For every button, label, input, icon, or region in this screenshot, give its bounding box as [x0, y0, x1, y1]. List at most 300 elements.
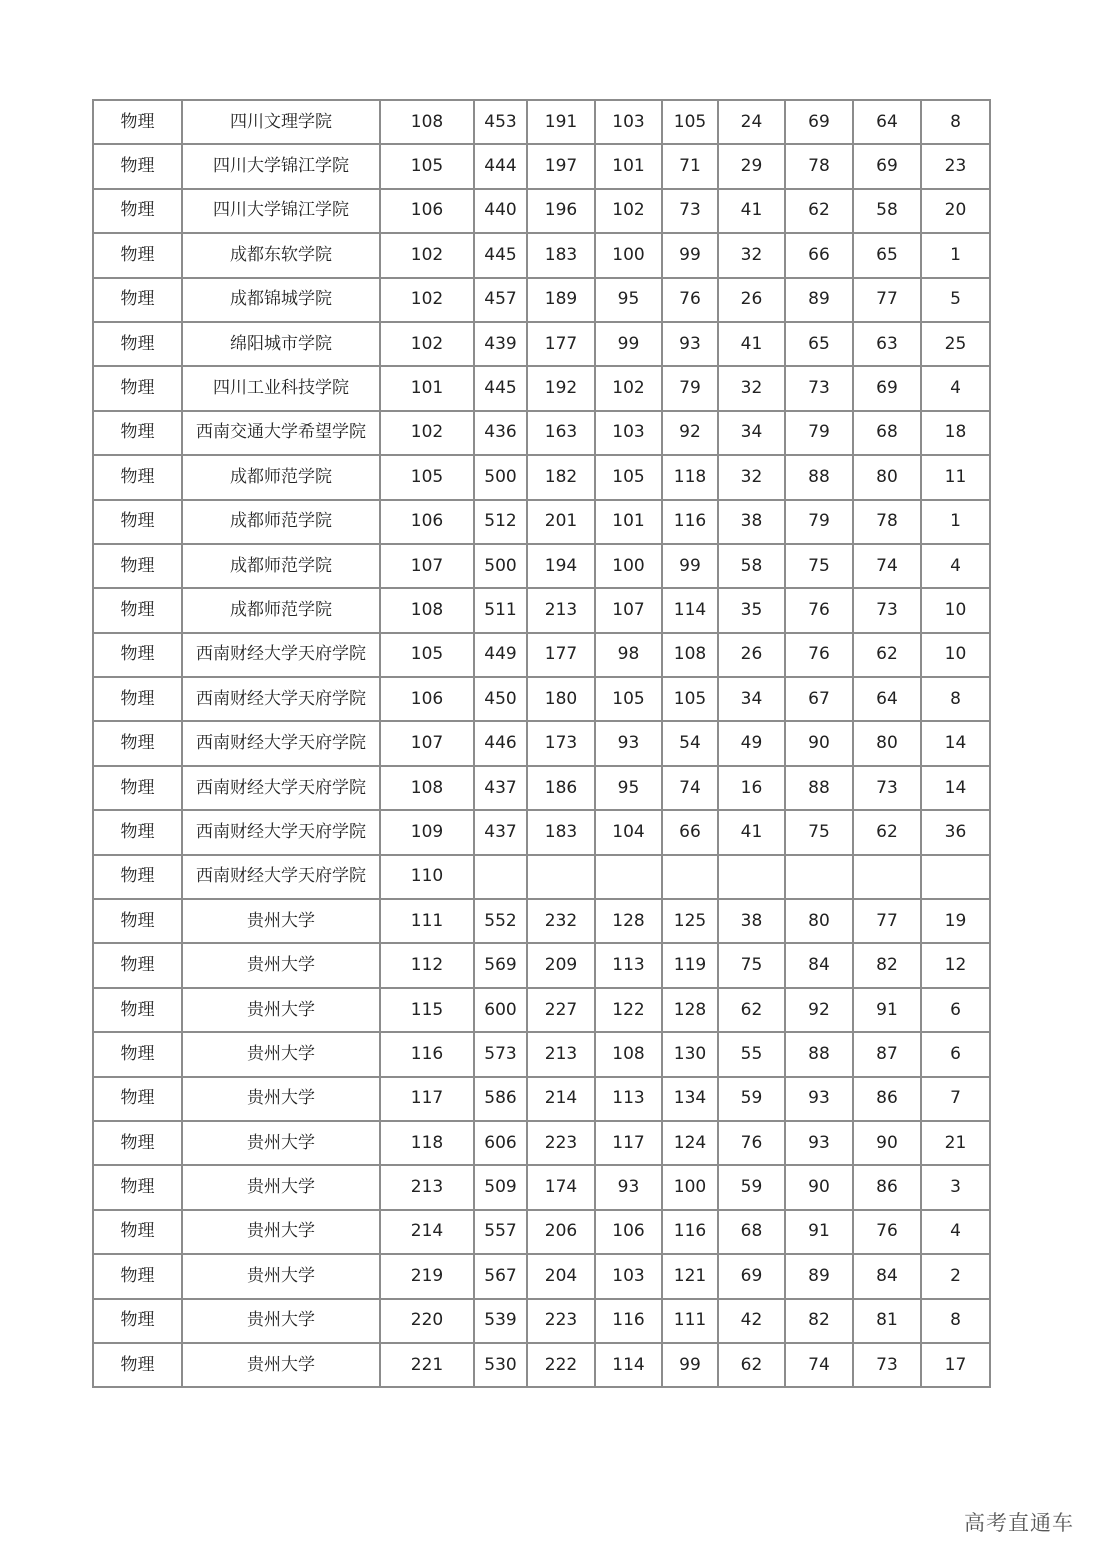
table-row [93, 189, 990, 233]
count-cell: 21 [921, 1121, 990, 1165]
score-cell: 26 [718, 633, 785, 677]
score-cell: 68 [853, 411, 921, 455]
subject-cell: 物理 [93, 855, 182, 899]
score-cell: 58 [853, 189, 921, 233]
major-group-cell: 111 [380, 899, 474, 943]
subject-cell: 物理 [93, 366, 182, 410]
score-cell: 66 [662, 810, 718, 854]
count-cell: 5 [921, 278, 990, 322]
major-group-cell: 117 [380, 1077, 474, 1121]
score-cell: 102 [595, 189, 662, 233]
score-cell: 80 [853, 455, 921, 499]
count-cell: 3 [921, 1165, 990, 1209]
score-cell: 539 [474, 1299, 527, 1343]
score-cell [718, 855, 785, 899]
score-cell: 76 [785, 588, 853, 632]
score-cell: 88 [785, 455, 853, 499]
school-name-cell: 西南财经大学天府学院 [182, 766, 380, 810]
count-cell: 14 [921, 766, 990, 810]
score-cell: 93 [785, 1121, 853, 1165]
score-cell: 500 [474, 455, 527, 499]
subject-cell: 物理 [93, 943, 182, 987]
score-cell: 173 [527, 721, 595, 765]
score-cell: 29 [718, 144, 785, 188]
score-cell: 105 [595, 455, 662, 499]
score-cell: 128 [662, 988, 718, 1032]
subject-cell: 物理 [93, 278, 182, 322]
score-cell: 100 [662, 1165, 718, 1209]
subject-cell: 物理 [93, 1299, 182, 1343]
score-cell: 24 [718, 100, 785, 144]
score-cell: 116 [662, 1210, 718, 1254]
score-cell: 73 [785, 366, 853, 410]
table-row [93, 1121, 990, 1165]
score-cell: 71 [662, 144, 718, 188]
school-name-cell: 贵州大学 [182, 943, 380, 987]
score-cell: 104 [595, 810, 662, 854]
score-cell: 194 [527, 544, 595, 588]
score-cell: 213 [527, 588, 595, 632]
count-cell: 8 [921, 100, 990, 144]
score-cell: 76 [853, 1210, 921, 1254]
school-name-cell: 西南财经大学天府学院 [182, 677, 380, 721]
subject-cell: 物理 [93, 500, 182, 544]
major-group-cell: 219 [380, 1254, 474, 1298]
score-cell: 54 [662, 721, 718, 765]
table-row [93, 100, 990, 144]
score-cell: 197 [527, 144, 595, 188]
score-cell: 105 [662, 100, 718, 144]
subject-cell: 物理 [93, 1343, 182, 1387]
score-cell: 100 [595, 233, 662, 277]
score-cell: 453 [474, 100, 527, 144]
score-cell: 509 [474, 1165, 527, 1209]
score-cell: 62 [718, 1343, 785, 1387]
score-cell: 439 [474, 322, 527, 366]
table-row [93, 588, 990, 632]
score-cell: 450 [474, 677, 527, 721]
major-group-cell: 102 [380, 233, 474, 277]
school-name-cell: 贵州大学 [182, 1343, 380, 1387]
subject-cell: 物理 [93, 588, 182, 632]
score-cell: 180 [527, 677, 595, 721]
table-row [93, 322, 990, 366]
score-cell: 64 [853, 100, 921, 144]
score-cell: 606 [474, 1121, 527, 1165]
major-group-cell: 213 [380, 1165, 474, 1209]
score-cell: 177 [527, 322, 595, 366]
subject-cell: 物理 [93, 721, 182, 765]
score-cell: 122 [595, 988, 662, 1032]
score-cell: 26 [718, 278, 785, 322]
score-cell: 182 [527, 455, 595, 499]
score-cell: 91 [853, 988, 921, 1032]
score-cell: 86 [853, 1165, 921, 1209]
count-cell: 8 [921, 677, 990, 721]
school-name-cell: 成都师范学院 [182, 544, 380, 588]
score-cell: 440 [474, 189, 527, 233]
table-row [93, 1077, 990, 1121]
count-cell: 10 [921, 588, 990, 632]
score-cell: 62 [785, 189, 853, 233]
table-row [93, 855, 990, 899]
score-cell: 32 [718, 455, 785, 499]
count-cell: 7 [921, 1077, 990, 1121]
subject-cell: 物理 [93, 810, 182, 854]
score-cell [662, 855, 718, 899]
table-row [93, 455, 990, 499]
score-cell: 103 [595, 100, 662, 144]
score-cell: 16 [718, 766, 785, 810]
major-group-cell: 116 [380, 1032, 474, 1076]
school-name-cell: 西南财经大学天府学院 [182, 810, 380, 854]
score-cell: 69 [785, 100, 853, 144]
table-row [93, 544, 990, 588]
score-cell: 99 [662, 233, 718, 277]
score-cell: 530 [474, 1343, 527, 1387]
count-cell: 1 [921, 500, 990, 544]
table-row [93, 366, 990, 410]
score-cell: 436 [474, 411, 527, 455]
score-cell: 214 [527, 1077, 595, 1121]
score-cell: 93 [662, 322, 718, 366]
score-cell: 191 [527, 100, 595, 144]
major-group-cell: 220 [380, 1299, 474, 1343]
count-cell: 19 [921, 899, 990, 943]
score-cell: 79 [785, 411, 853, 455]
score-cell: 62 [853, 810, 921, 854]
score-cell: 41 [718, 810, 785, 854]
table-row [93, 721, 990, 765]
table-row [93, 500, 990, 544]
count-cell: 2 [921, 1254, 990, 1298]
score-cell: 78 [853, 500, 921, 544]
score-cell: 213 [527, 1032, 595, 1076]
score-cell: 111 [662, 1299, 718, 1343]
school-name-cell: 贵州大学 [182, 1121, 380, 1165]
score-cell: 445 [474, 366, 527, 410]
score-cell: 457 [474, 278, 527, 322]
score-cell: 84 [785, 943, 853, 987]
score-cell: 95 [595, 766, 662, 810]
count-cell [921, 855, 990, 899]
table-row [93, 633, 990, 677]
score-cell: 75 [785, 544, 853, 588]
score-cell: 58 [718, 544, 785, 588]
score-cell: 189 [527, 278, 595, 322]
school-name-cell: 成都师范学院 [182, 455, 380, 499]
score-cell: 113 [595, 943, 662, 987]
table-row [93, 1343, 990, 1387]
score-cell: 78 [785, 144, 853, 188]
score-cell: 130 [662, 1032, 718, 1076]
score-cell: 32 [718, 366, 785, 410]
score-cell: 99 [662, 544, 718, 588]
score-cell: 73 [662, 189, 718, 233]
score-cell: 223 [527, 1299, 595, 1343]
school-name-cell: 成都师范学院 [182, 588, 380, 632]
school-name-cell: 四川大学锦江学院 [182, 144, 380, 188]
table-row [93, 411, 990, 455]
score-cell: 55 [718, 1032, 785, 1076]
score-cell: 88 [785, 1032, 853, 1076]
score-cell: 444 [474, 144, 527, 188]
score-cell: 93 [785, 1077, 853, 1121]
score-cell: 64 [853, 677, 921, 721]
score-cell: 90 [785, 721, 853, 765]
score-cell: 569 [474, 943, 527, 987]
score-cell [474, 855, 527, 899]
score-cell: 49 [718, 721, 785, 765]
score-cell: 91 [785, 1210, 853, 1254]
score-cell: 75 [785, 810, 853, 854]
score-cell: 103 [595, 411, 662, 455]
subject-cell: 物理 [93, 233, 182, 277]
score-cell: 113 [595, 1077, 662, 1121]
score-cell: 35 [718, 588, 785, 632]
score-cell: 90 [785, 1165, 853, 1209]
score-cell: 100 [595, 544, 662, 588]
school-name-cell: 贵州大学 [182, 1210, 380, 1254]
count-cell: 10 [921, 633, 990, 677]
table-row [93, 677, 990, 721]
score-cell: 201 [527, 500, 595, 544]
score-cell: 74 [785, 1343, 853, 1387]
score-cell: 76 [718, 1121, 785, 1165]
major-group-cell: 101 [380, 366, 474, 410]
score-cell: 69 [853, 144, 921, 188]
score-cell: 116 [662, 500, 718, 544]
table-row [93, 1210, 990, 1254]
subject-cell: 物理 [93, 322, 182, 366]
score-cell: 567 [474, 1254, 527, 1298]
score-cell: 101 [595, 500, 662, 544]
score-cell: 192 [527, 366, 595, 410]
score-cell: 41 [718, 322, 785, 366]
score-cell: 67 [785, 677, 853, 721]
score-cell: 121 [662, 1254, 718, 1298]
score-cell: 573 [474, 1032, 527, 1076]
score-cell: 105 [595, 677, 662, 721]
score-cell: 204 [527, 1254, 595, 1298]
score-cell: 95 [595, 278, 662, 322]
major-group-cell: 118 [380, 1121, 474, 1165]
count-cell: 17 [921, 1343, 990, 1387]
score-cell: 82 [785, 1299, 853, 1343]
subject-cell: 物理 [93, 1254, 182, 1298]
major-group-cell: 108 [380, 100, 474, 144]
subject-cell: 物理 [93, 1210, 182, 1254]
table-row [93, 144, 990, 188]
count-cell: 36 [921, 810, 990, 854]
score-cell: 77 [853, 278, 921, 322]
score-cell: 105 [662, 677, 718, 721]
school-name-cell: 西南财经大学天府学院 [182, 855, 380, 899]
count-cell: 4 [921, 544, 990, 588]
score-cell: 81 [853, 1299, 921, 1343]
table-row [93, 1299, 990, 1343]
score-cell: 59 [718, 1077, 785, 1121]
score-cell: 232 [527, 899, 595, 943]
count-cell: 20 [921, 189, 990, 233]
score-cell: 32 [718, 233, 785, 277]
subject-cell: 物理 [93, 766, 182, 810]
score-cell: 107 [595, 588, 662, 632]
school-name-cell: 贵州大学 [182, 1077, 380, 1121]
table-row [93, 278, 990, 322]
score-cell: 89 [785, 278, 853, 322]
score-cell: 34 [718, 411, 785, 455]
score-cell: 69 [853, 366, 921, 410]
score-cell: 62 [853, 633, 921, 677]
score-cell: 80 [853, 721, 921, 765]
count-cell: 6 [921, 988, 990, 1032]
table-row [93, 1165, 990, 1209]
school-name-cell: 贵州大学 [182, 1254, 380, 1298]
major-group-cell: 107 [380, 544, 474, 588]
score-cell: 177 [527, 633, 595, 677]
score-cell: 90 [853, 1121, 921, 1165]
school-name-cell: 贵州大学 [182, 1165, 380, 1209]
score-cell: 34 [718, 677, 785, 721]
count-cell: 12 [921, 943, 990, 987]
subject-cell: 物理 [93, 633, 182, 677]
score-cell: 437 [474, 766, 527, 810]
score-cell: 92 [662, 411, 718, 455]
subject-cell: 物理 [93, 100, 182, 144]
count-cell: 4 [921, 366, 990, 410]
count-cell: 14 [921, 721, 990, 765]
major-group-cell: 102 [380, 322, 474, 366]
subject-cell: 物理 [93, 677, 182, 721]
score-cell [595, 855, 662, 899]
major-group-cell: 106 [380, 189, 474, 233]
table-row [93, 943, 990, 987]
table-row [93, 810, 990, 854]
score-cell: 38 [718, 500, 785, 544]
subject-cell: 物理 [93, 1077, 182, 1121]
score-cell: 77 [853, 899, 921, 943]
major-group-cell: 221 [380, 1343, 474, 1387]
score-cell: 92 [785, 988, 853, 1032]
score-cell: 445 [474, 233, 527, 277]
score-cell: 600 [474, 988, 527, 1032]
score-cell: 74 [662, 766, 718, 810]
score-cell: 73 [853, 766, 921, 810]
score-cell: 86 [853, 1077, 921, 1121]
score-cell: 79 [662, 366, 718, 410]
score-cell: 63 [853, 322, 921, 366]
subject-cell: 物理 [93, 144, 182, 188]
score-cell: 222 [527, 1343, 595, 1387]
school-name-cell: 西南交通大学希望学院 [182, 411, 380, 455]
major-group-cell: 107 [380, 721, 474, 765]
major-group-cell: 102 [380, 278, 474, 322]
score-cell: 103 [595, 1254, 662, 1298]
count-cell: 25 [921, 322, 990, 366]
score-cell: 106 [595, 1210, 662, 1254]
score-cell: 186 [527, 766, 595, 810]
score-cell: 41 [718, 189, 785, 233]
score-cell: 209 [527, 943, 595, 987]
count-cell: 1 [921, 233, 990, 277]
score-cell: 93 [595, 1165, 662, 1209]
major-group-cell: 110 [380, 855, 474, 899]
score-cell: 101 [595, 144, 662, 188]
score-cell: 117 [595, 1121, 662, 1165]
score-cell: 69 [718, 1254, 785, 1298]
score-cell: 116 [595, 1299, 662, 1343]
score-cell [853, 855, 921, 899]
count-cell: 4 [921, 1210, 990, 1254]
school-name-cell: 四川大学锦江学院 [182, 189, 380, 233]
major-group-cell: 105 [380, 144, 474, 188]
score-cell: 66 [785, 233, 853, 277]
table-row [93, 766, 990, 810]
score-cell: 128 [595, 899, 662, 943]
score-cell: 557 [474, 1210, 527, 1254]
score-cell: 449 [474, 633, 527, 677]
score-cell: 65 [853, 233, 921, 277]
score-cell: 84 [853, 1254, 921, 1298]
major-group-cell: 105 [380, 633, 474, 677]
score-cell: 99 [662, 1343, 718, 1387]
score-cell: 98 [595, 633, 662, 677]
school-name-cell: 成都锦城学院 [182, 278, 380, 322]
school-name-cell: 贵州大学 [182, 899, 380, 943]
score-cell: 552 [474, 899, 527, 943]
count-cell: 6 [921, 1032, 990, 1076]
score-cell: 89 [785, 1254, 853, 1298]
score-cell: 206 [527, 1210, 595, 1254]
score-cell: 196 [527, 189, 595, 233]
table-body [93, 100, 990, 1387]
subject-cell: 物理 [93, 411, 182, 455]
subject-cell: 物理 [93, 544, 182, 588]
major-group-cell: 214 [380, 1210, 474, 1254]
score-cell: 73 [853, 1343, 921, 1387]
count-cell: 18 [921, 411, 990, 455]
score-cell: 65 [785, 322, 853, 366]
score-cell: 42 [718, 1299, 785, 1343]
score-cell: 75 [718, 943, 785, 987]
school-name-cell: 成都东软学院 [182, 233, 380, 277]
score-cell: 227 [527, 988, 595, 1032]
count-cell: 11 [921, 455, 990, 499]
score-cell: 119 [662, 943, 718, 987]
score-cell: 223 [527, 1121, 595, 1165]
score-cell: 102 [595, 366, 662, 410]
score-cell: 512 [474, 500, 527, 544]
score-cell: 99 [595, 322, 662, 366]
school-name-cell: 四川文理学院 [182, 100, 380, 144]
subject-cell: 物理 [93, 455, 182, 499]
score-cell: 511 [474, 588, 527, 632]
major-group-cell: 108 [380, 766, 474, 810]
score-cell: 73 [853, 588, 921, 632]
score-cell: 108 [662, 633, 718, 677]
school-name-cell: 西南财经大学天府学院 [182, 721, 380, 765]
score-cell: 125 [662, 899, 718, 943]
score-cell: 88 [785, 766, 853, 810]
score-cell: 108 [595, 1032, 662, 1076]
school-name-cell: 西南财经大学天府学院 [182, 633, 380, 677]
score-cell: 500 [474, 544, 527, 588]
watermark-text: 高考直通车 [964, 1511, 1074, 1535]
count-cell: 8 [921, 1299, 990, 1343]
subject-cell: 物理 [93, 1032, 182, 1076]
subject-cell: 物理 [93, 189, 182, 233]
